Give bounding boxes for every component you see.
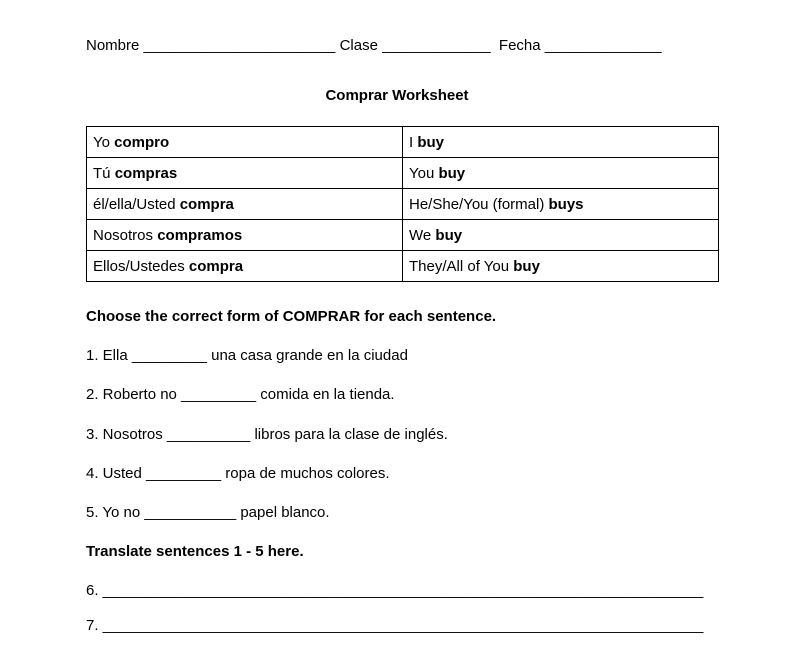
table-row xyxy=(87,251,719,282)
subject-text: They/All of You xyxy=(409,257,514,275)
table-row xyxy=(87,127,719,158)
table-row xyxy=(87,189,719,220)
table-row xyxy=(87,220,719,251)
subject-text: He/She/You (formal) xyxy=(409,195,549,213)
sentence-4: 4. Usted _________ ropa de muchos colores. xyxy=(86,465,390,482)
english-cell xyxy=(403,189,719,220)
student-info-header xyxy=(86,37,662,54)
fecha-label: Fecha xyxy=(498,37,541,54)
english-cell xyxy=(403,158,719,189)
sentence-1: 1. Ella _________ una casa grande en la ciudad xyxy=(86,347,408,364)
section-heading-translate: Translate sentences 1 - 5 here. xyxy=(86,543,304,560)
verb-translation: buy xyxy=(438,164,466,182)
fecha-blank: ______________ xyxy=(544,37,662,54)
verb-form: compras xyxy=(114,164,178,182)
subject-text: We xyxy=(409,226,436,244)
sentence-2: 2. Roberto no _________ comida en la tienda. xyxy=(86,386,395,403)
english-cell xyxy=(403,220,719,251)
verb-translation: buy xyxy=(513,257,540,275)
translation-line-7: 7. ________________________________________________________________________ xyxy=(86,617,704,634)
english-cell xyxy=(403,127,719,158)
english-cell xyxy=(403,251,719,282)
verb-form: compra xyxy=(179,195,234,213)
nombre-blank: _______________________ xyxy=(143,37,336,54)
verb-form: compramos xyxy=(157,226,243,244)
section-heading-choose: Choose the correct form of COMPRAR for each sentence. xyxy=(86,308,497,325)
spanish-cell xyxy=(87,251,403,282)
subject-text: Yo xyxy=(93,133,115,151)
spanish-cell xyxy=(87,189,403,220)
subject-text: Ellos/Ustedes xyxy=(93,257,189,275)
verb-translation: buy xyxy=(435,226,463,244)
spanish-cell xyxy=(87,127,403,158)
verb-form: compra xyxy=(188,257,244,275)
subject-text: You xyxy=(409,164,439,182)
translation-line-6: 6. ________________________________________________________________________ xyxy=(86,582,704,599)
subject-text: Nosotros xyxy=(93,226,158,244)
conjugation-table xyxy=(86,126,719,282)
verb-form: compro xyxy=(114,133,170,151)
nombre-label: Nombre xyxy=(86,37,140,54)
spanish-cell xyxy=(87,220,403,251)
verb-translation: buy xyxy=(417,133,445,151)
verb-translation: buys xyxy=(548,195,584,213)
table-row xyxy=(87,158,719,189)
clase-label: Clase xyxy=(339,37,378,54)
clase-blank: _____________ xyxy=(382,37,491,54)
sentence-3: 3. Nosotros __________ libros para la clase de inglés. xyxy=(86,426,448,443)
subject-text: I xyxy=(409,133,418,151)
spanish-cell xyxy=(87,158,403,189)
subject-text: Tú xyxy=(93,164,115,182)
subject-text: él/ella/Usted xyxy=(93,195,180,213)
sentence-5: 5. Yo no ___________ papel blanco. xyxy=(86,504,330,521)
page-title: Comprar Worksheet xyxy=(325,87,469,104)
